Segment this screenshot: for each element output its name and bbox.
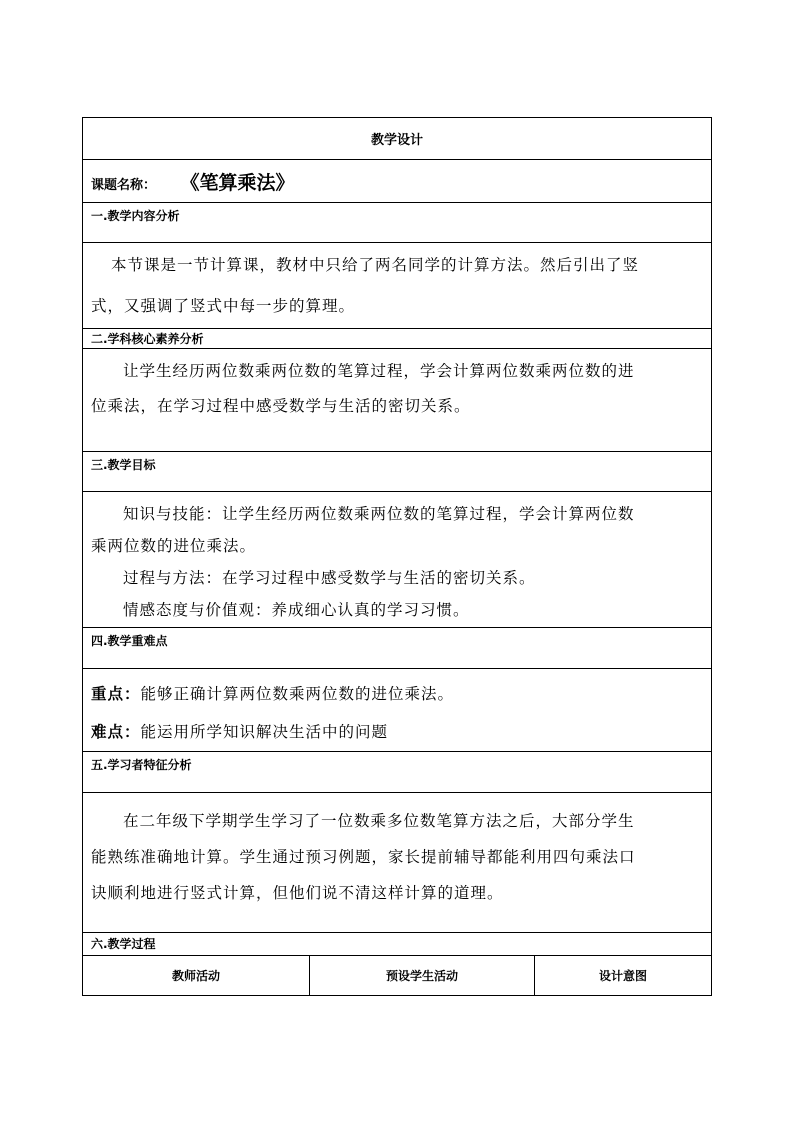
section-body-content-analysis (83, 243, 712, 329)
key-point-line (91, 675, 703, 713)
paragraph-line: 在二年级下学期学生学习了一位数乘多位数笔算方法之后，大部分学生 (123, 812, 635, 830)
section-heading-key-points: 四.教学重难点 (83, 628, 712, 669)
document-title: 教学设计 (83, 118, 712, 160)
paragraph-line: 过程与方法：在学习过程中感受数学与生活的密切关系。 (123, 569, 536, 587)
paragraph-line: 能熟练准确地计算。学生通过预习例题，家长提前辅导都能利用四句乘法口 (91, 848, 636, 866)
section-heading-content-analysis: 一.教学内容分析 (83, 203, 712, 243)
lesson-title-label: 课题名称： (91, 177, 157, 193)
lesson-design-table (82, 117, 712, 996)
section-body-goals (83, 492, 712, 628)
section-heading-goals: 三.教学目标 (83, 452, 712, 492)
difficult-point-label: 难点： (91, 723, 141, 741)
paragraph-line: 诀顺利地进行竖式计算，但他们说不清这样计算的道理。 (91, 884, 504, 902)
column-header-teacher: 教师活动 (83, 956, 310, 996)
key-point-text: 能够正确计算两位数乘两位数的进位乘法。 (140, 685, 455, 703)
paragraph-line: 知识与技能：让学生经历两位数乘两位数的笔算过程，学会计算两位数 (123, 505, 635, 523)
paragraph-line: 本节课是一节计算课，教材中只给了两名同学的计算方法。然后引出了竖 (111, 255, 640, 274)
paragraph-line: 乘两位数的进位乘法。 (91, 537, 257, 555)
paragraph-line: 让学生经历两位数乘两位数的笔算过程，学会计算两位数乘两位数的进 (123, 362, 635, 380)
section-heading-core-literacy: 二.学科核心素养分析 (83, 329, 712, 349)
section-body-key-points (83, 669, 712, 752)
section-heading-learner: 五.学习者特征分析 (83, 752, 712, 793)
paragraph-line: 情感态度与价值观：养成细心认真的学习习惯。 (123, 601, 470, 619)
column-header-intent: 设计意图 (535, 956, 712, 996)
section-heading-process: 六.教学过程 (83, 933, 712, 956)
lesson-title-row (83, 160, 712, 203)
key-point-label: 重点： (91, 685, 141, 703)
section-body-core-literacy (83, 349, 712, 452)
paragraph-line: 式，又强调了竖式中每一步的算理。 (91, 296, 356, 315)
column-header-student: 预设学生活动 (310, 956, 535, 996)
lesson-title-name: 《笔算乘法》 (190, 171, 295, 194)
difficult-point-line (91, 713, 703, 751)
paragraph-line: 位乘法，在学习过程中感受数学与生活的密切关系。 (91, 397, 471, 415)
difficult-point-text: 能运用所学知识解决生活中的问题 (140, 723, 389, 741)
section-body-learner (83, 793, 712, 933)
